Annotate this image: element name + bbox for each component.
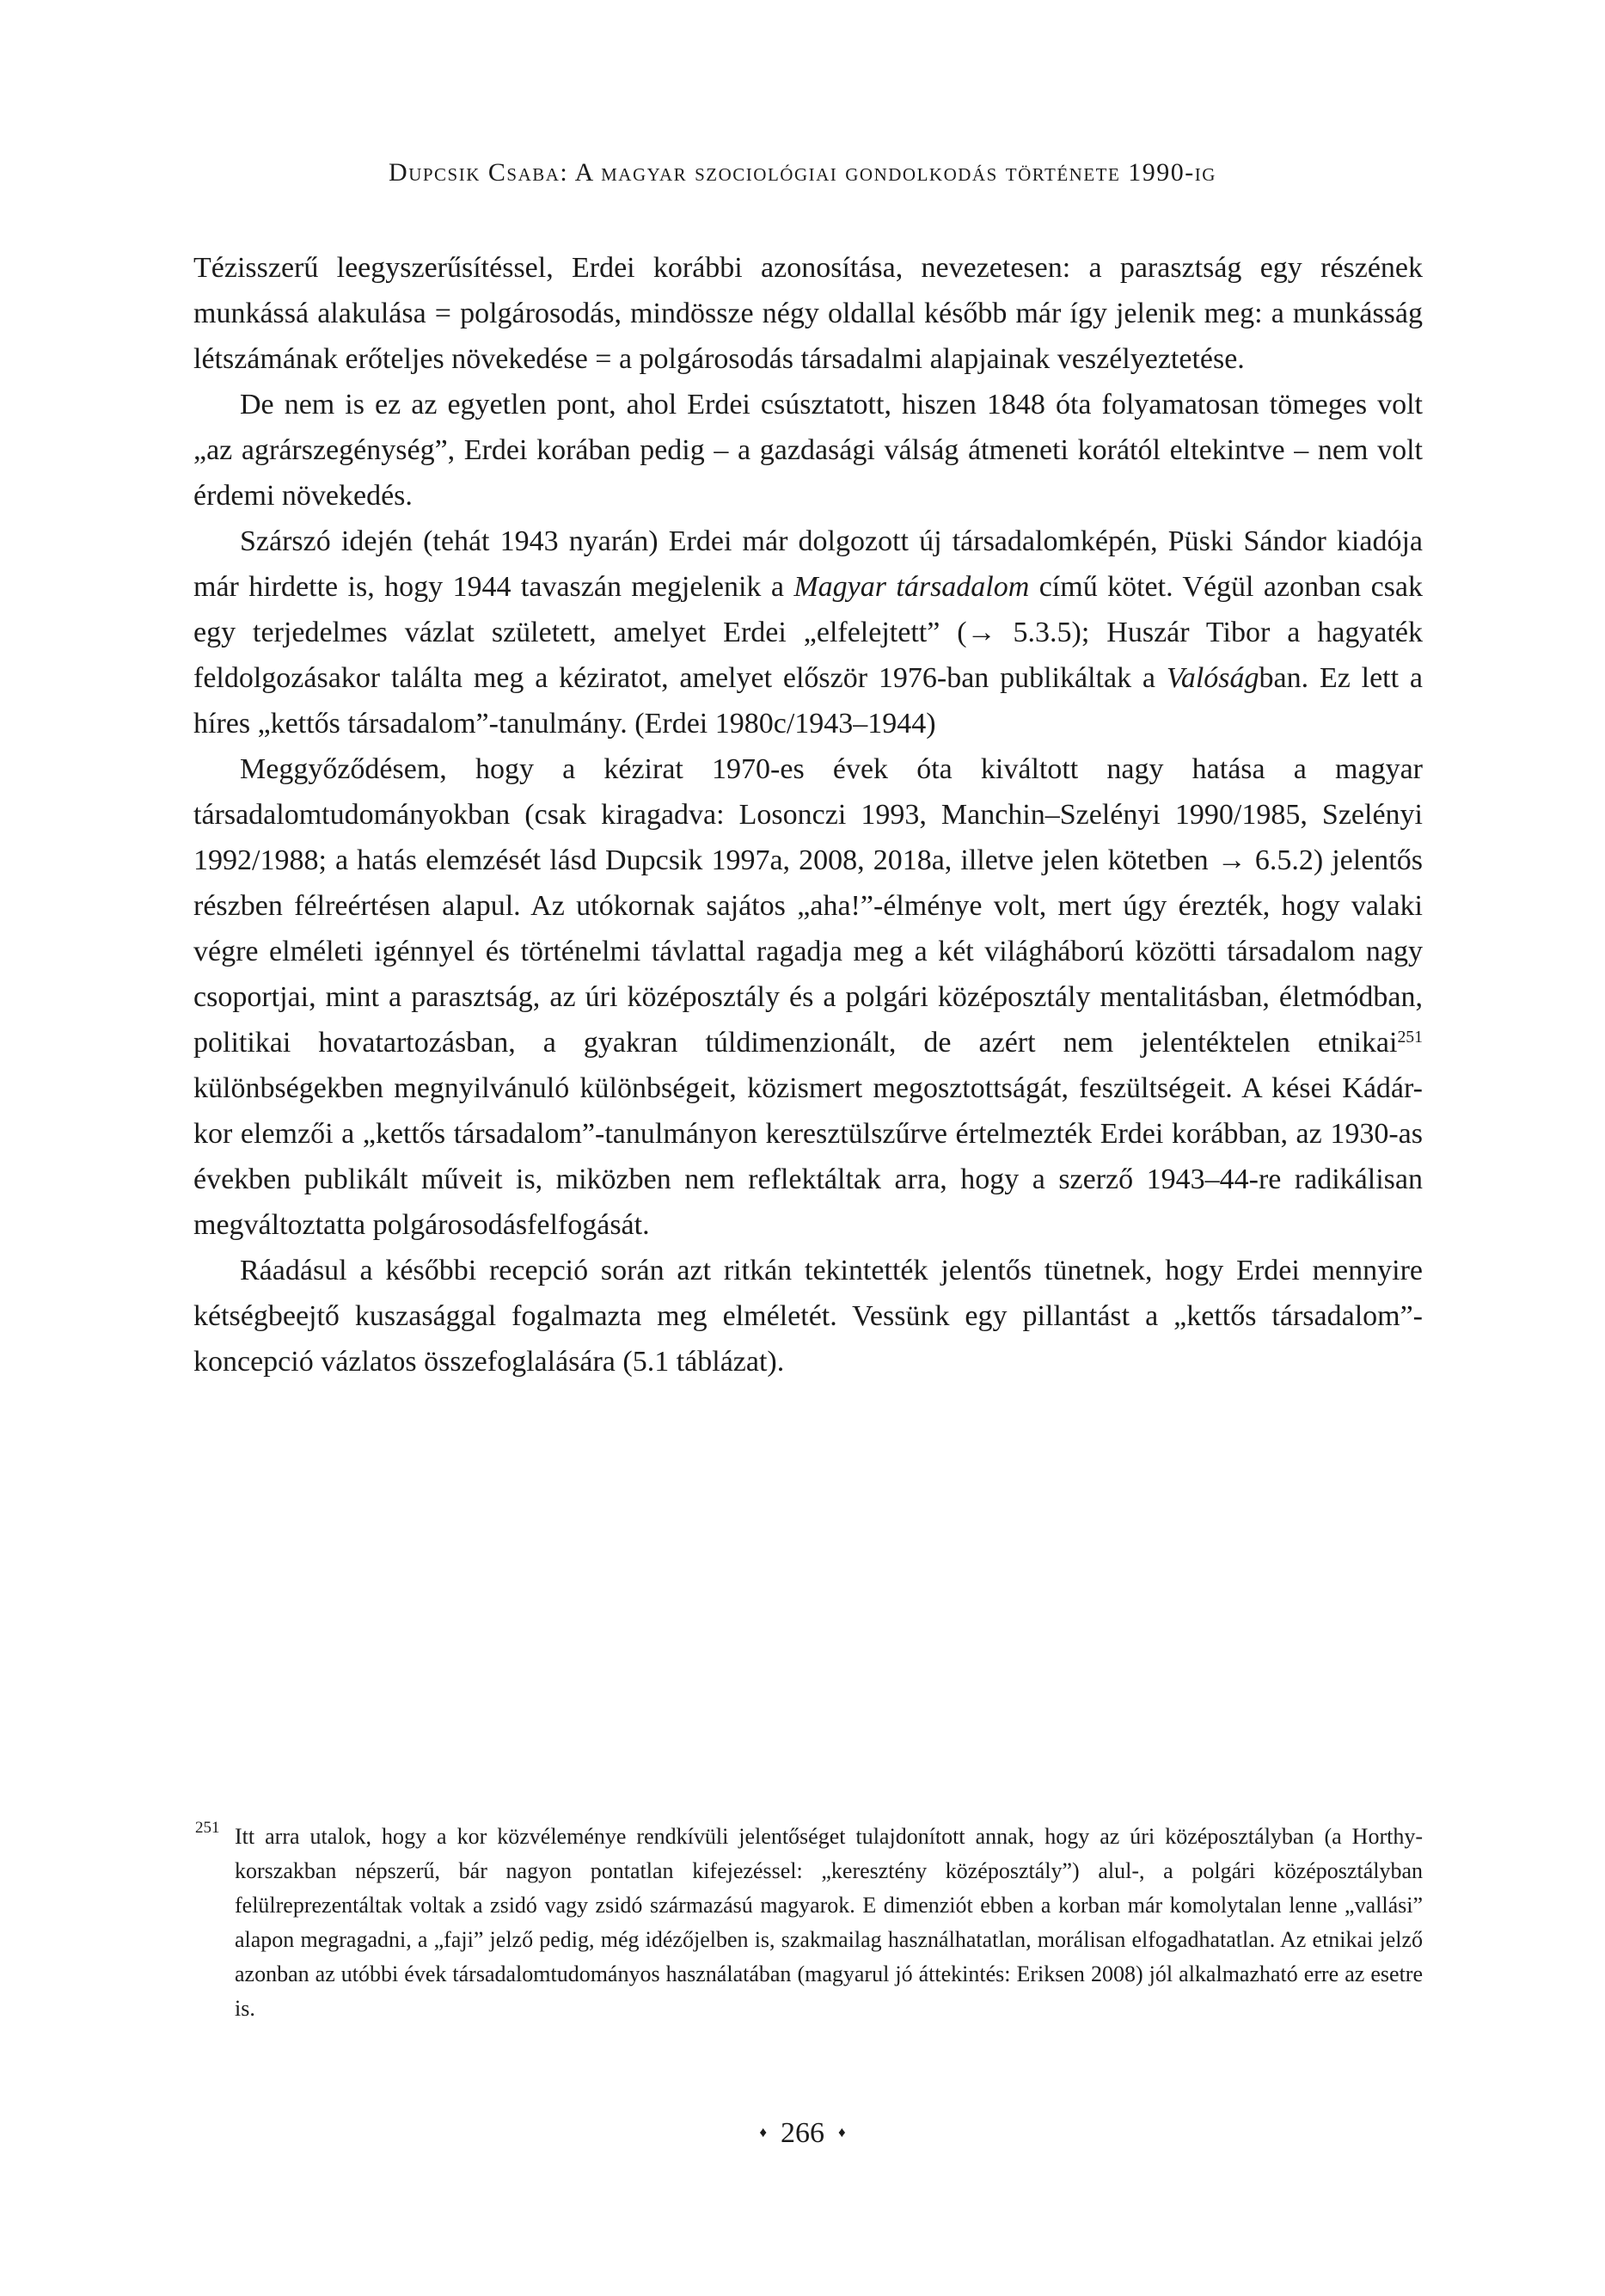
- body-paragraph-2: De nem is ez az egyetlen pont, ahol Erdei csúsztatott, hiszen 1848 óta folyamatosan tömeges volt „az agrárszegénység”, Erdei korában pedig – a gazdasági válság átmeneti korától eltekintve – nem volt érdemi növekedés.: [193, 389, 1423, 512]
- body-paragraph-3: Szárszó idején (tehát 1943 nyarán) Erdei már dolgozott új társadalomképén, Püski Sándor kiadója már hirdette is, hogy 1944 tavaszán megjelenik a Magyar társadalom című kötet. Végül azonban csak egy terjedelmes vázlat született, amelyet Erdei „elfelejtett” (→ 5.3.5); Huszár Tibor a hagyaték feldolgozásakor találta meg a kéziratot, amelyet először 1976-ban publikáltak a Valóságban. Ez lett a híres „kettős társadalom”-tanulmány. (Erdei 1980c/1943–1944): [193, 525, 1423, 740]
- body-paragraph-1: Tézisszerű leegyszerűsítéssel, Erdei korábbi azonosítása, nevezetesen: a parasztság egy részének munkássá alakulása = polgárosodás, mindössze négy oldallal később már így jelenik meg: a munkásság létszámának erőteljes növekedése = a polgárosodás társadalmi alapjainak veszélyeztetése.: [193, 252, 1423, 375]
- footnote-block: [193, 1820, 1423, 2026]
- italic-text: Magyar társadalom: [793, 571, 1030, 603]
- footnote-number: 251: [195, 1819, 220, 1837]
- footnote-reference: 251: [1397, 1028, 1423, 1047]
- italic-text: Valóság: [1166, 662, 1259, 694]
- body-text: [193, 245, 1423, 1384]
- body-paragraph-5: Ráadásul a későbbi recepció során azt ritkán tekintették jelentős tünetnek, hogy Erdei mennyire kétségbeejtő kuszasággal fogalmazta meg elméletét. Vessünk egy pillantást a „kettős társadalom”-koncepció vázlatos összefoglalására (5.1 táblázat).: [193, 1255, 1423, 1378]
- diamond-ornament-left: ♦: [759, 2124, 767, 2140]
- body-paragraph-4: Meggyőződésem, hogy a kézirat 1970-es évek óta kiváltott nagy hatása a magyar társadalomtudományokban (csak kiragadva: Losonczi 1993, Manchin–Szelényi 1990/1985, Szelényi 1992/1988; a hatás elemzését lásd Dupcsik 1997a, 2008, 2018a, illetve jelen kötetben → 6.5.2) jelentős részben félreértésen alapul. Az utókornak sajátos „aha!”-élménye volt, mert úgy érezték, hogy valaki végre elméleti igénnyel és történelmi távlattal ragadja meg a két világháború közötti társadalom nagy csoportjai, mint a parasztság, az úri középosztály és a polgári középosztály mentalitásban, életmódban, politikai hovatartozásban, a gyakran túldimenzionált, de azért nem jelentéktelen etnikai$^{251}$ különbségekben megnyilvánuló különbségeit, közismert megosztottságát, feszültségeit. A kései Kádár-kor elemzői a „kettős társadalom”-tanulmányon keresztülszűrve értelmezték Erdei korábban, az 1930-as években publikált műveit is, miközben nem reflektáltak arra, hogy a szerző 1943–44-re radikálisan megváltoztatta polgárosodásfelfogását.: [193, 753, 1423, 1241]
- page-number-row: [0, 2117, 1605, 2150]
- running-header: Dupcsik Csaba: A magyar szociológiai gondolkodás története 1990-ig: [389, 158, 1216, 187]
- diamond-ornament-right: ♦: [838, 2124, 846, 2140]
- page-number: 266: [781, 2117, 824, 2149]
- footnote-251: [193, 1820, 1423, 2026]
- footnote-text: Itt arra utalok, hogy a kor közvéleménye rendkívüli jelentőséget tulajdonított annak, hogy az úri középosztályban (a Horthy-korszakban népszerű, bár nagyon pontatlan kifejezéssel: „keresztény középosztály”) alul-, a polgári középosztályban felülreprezentáltak voltak a zsidó vagy zsidó származású magyarok. E dimenziót ebben a korban már komolytalan lenne „vallási” alapon megragadni, a „faji” jelző pedig, még idézőjelben is, szakmailag használhatatlan, morálisan elfogadhatatlan. Az etnikai jelző azonban az utóbbi évek társadalomtudományos használatában (magyarul jó áttekintés: Eriksen 2008) jól alkalmazható erre az esetre is.: [235, 1824, 1423, 2021]
